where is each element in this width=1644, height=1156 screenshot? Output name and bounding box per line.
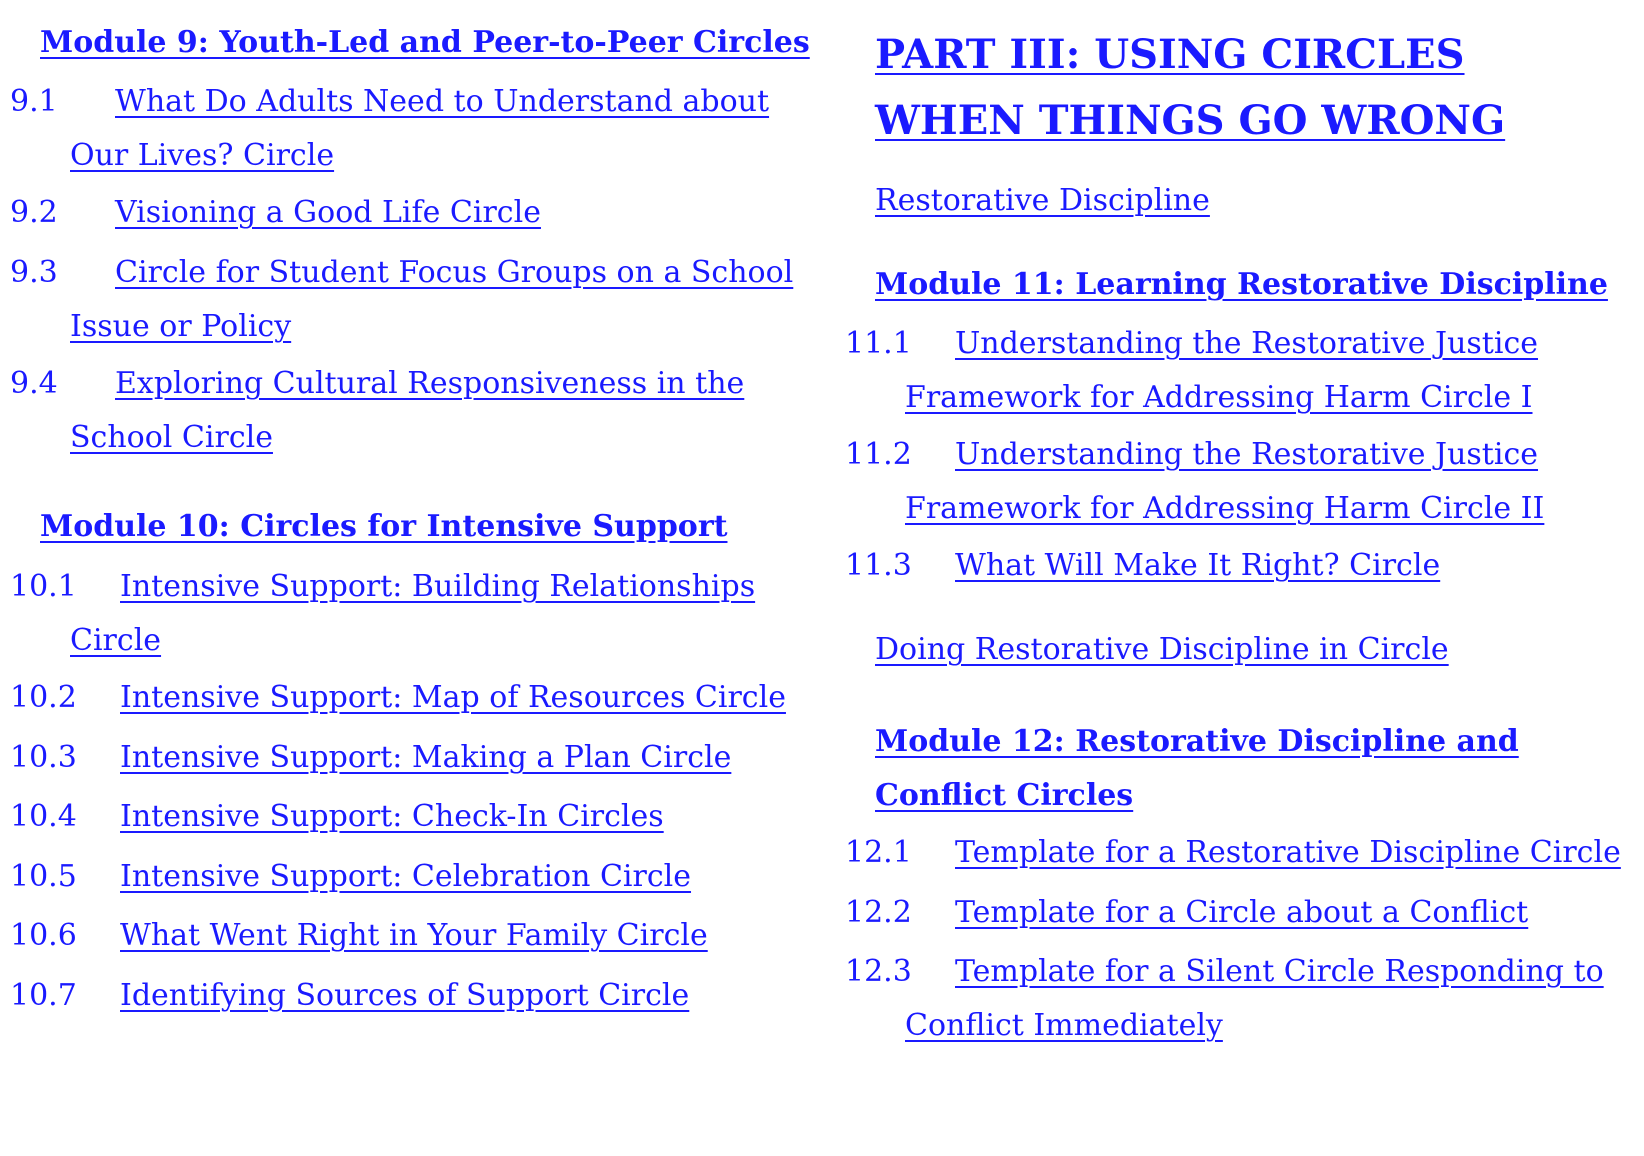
item-text: Circle for Student Focus Groups on a School Issue or Policy	[70, 255, 794, 344]
item-number: 10.6	[10, 918, 77, 953]
toc-link-10-6[interactable]	[10, 909, 830, 963]
item-text: Visioning a Good Life Circle	[115, 195, 541, 230]
item-number: 12.2	[845, 895, 912, 930]
item-text: Intensive Support: Celebration Circle	[120, 859, 692, 894]
item-text: Template for a Silent Circle Responding to Conflict Immediately	[905, 954, 1604, 1043]
part-iii-heading-link[interactable]: PART III: USING CIRCLES WHEN THINGS GO WRONG	[875, 31, 1506, 144]
restorative-discipline-link[interactable]: Restorative Discipline	[875, 183, 1210, 218]
item-text: Intensive Support: Check-In Circles	[120, 799, 664, 834]
item-text: Exploring Cultural Responsiveness in the School Circle	[70, 366, 745, 455]
toc-link-11-2[interactable]	[845, 428, 1570, 536]
item-number: 9.2	[10, 195, 58, 230]
item-text: Template for a Circle about a Conflict	[955, 895, 1529, 930]
item-text: Understanding the Restorative Justice Framework for Addressing Harm Circle II	[905, 437, 1545, 526]
item-text: Intensive Support: Making a Plan Circle	[120, 740, 732, 775]
toc-link-9-4[interactable]	[10, 357, 790, 465]
toc-link-12-2[interactable]	[845, 886, 1644, 940]
item-number: 10.2	[10, 680, 77, 715]
item-number: 10.1	[10, 569, 77, 604]
toc-link-10-5[interactable]	[10, 850, 830, 904]
item-number: 12.3	[845, 954, 912, 989]
item-number: 9.4	[10, 366, 58, 401]
item-text: What Do Adults Need to Understand about Our Lives? Circle	[70, 84, 770, 173]
module-12-heading-link[interactable]: Module 12: Restorative Discipline and Conflict Circles	[875, 724, 1519, 813]
item-number: 10.4	[10, 799, 77, 834]
item-number: 10.3	[10, 740, 77, 775]
module-9-heading-link[interactable]: Module 9: Youth-Led and Peer-to-Peer Circles	[40, 25, 810, 60]
item-text: What Went Right in Your Family Circle	[120, 918, 708, 953]
toc-link-10-2[interactable]	[10, 671, 830, 725]
toc-link-12-1[interactable]	[845, 826, 1644, 880]
item-number: 11.2	[845, 437, 912, 472]
toc-link-9-1[interactable]	[10, 75, 790, 183]
item-text: Intensive Support: Map of Resources Circle	[120, 680, 786, 715]
item-text: Understanding the Restorative Justice Framework for Addressing Harm Circle I	[905, 326, 1539, 415]
toc-link-10-1[interactable]	[10, 560, 790, 668]
doing-restorative-discipline-link[interactable]: Doing Restorative Discipline in Circle	[875, 632, 1449, 667]
item-number: 12.1	[845, 835, 912, 870]
toc-link-9-2[interactable]	[10, 186, 790, 240]
module-10-heading-link[interactable]: Module 10: Circles for Intensive Support	[40, 509, 728, 544]
item-number: 11.3	[845, 548, 912, 583]
item-number: 11.1	[845, 326, 912, 361]
toc-link-9-3[interactable]	[10, 246, 800, 354]
toc-link-10-7[interactable]	[10, 969, 830, 1023]
toc-link-11-1[interactable]	[845, 317, 1570, 425]
item-number: 9.1	[10, 84, 58, 119]
item-text: Template for a Restorative Discipline Circle	[955, 835, 1621, 870]
item-number: 10.7	[10, 978, 77, 1013]
item-text: Intensive Support: Building Relationships Circle	[70, 569, 756, 658]
toc-link-11-3[interactable]	[845, 539, 1644, 593]
toc-link-10-4[interactable]	[10, 790, 830, 844]
item-text: What Will Make It Right? Circle	[955, 548, 1441, 583]
toc-link-12-3[interactable]	[845, 945, 1605, 1053]
item-text: Identifying Sources of Support Circle	[120, 978, 690, 1013]
toc-link-10-3[interactable]	[10, 731, 830, 785]
item-number: 9.3	[10, 255, 58, 290]
module-11-heading-link[interactable]: Module 11: Learning Restorative Discipline	[875, 267, 1608, 302]
item-number: 10.5	[10, 859, 77, 894]
